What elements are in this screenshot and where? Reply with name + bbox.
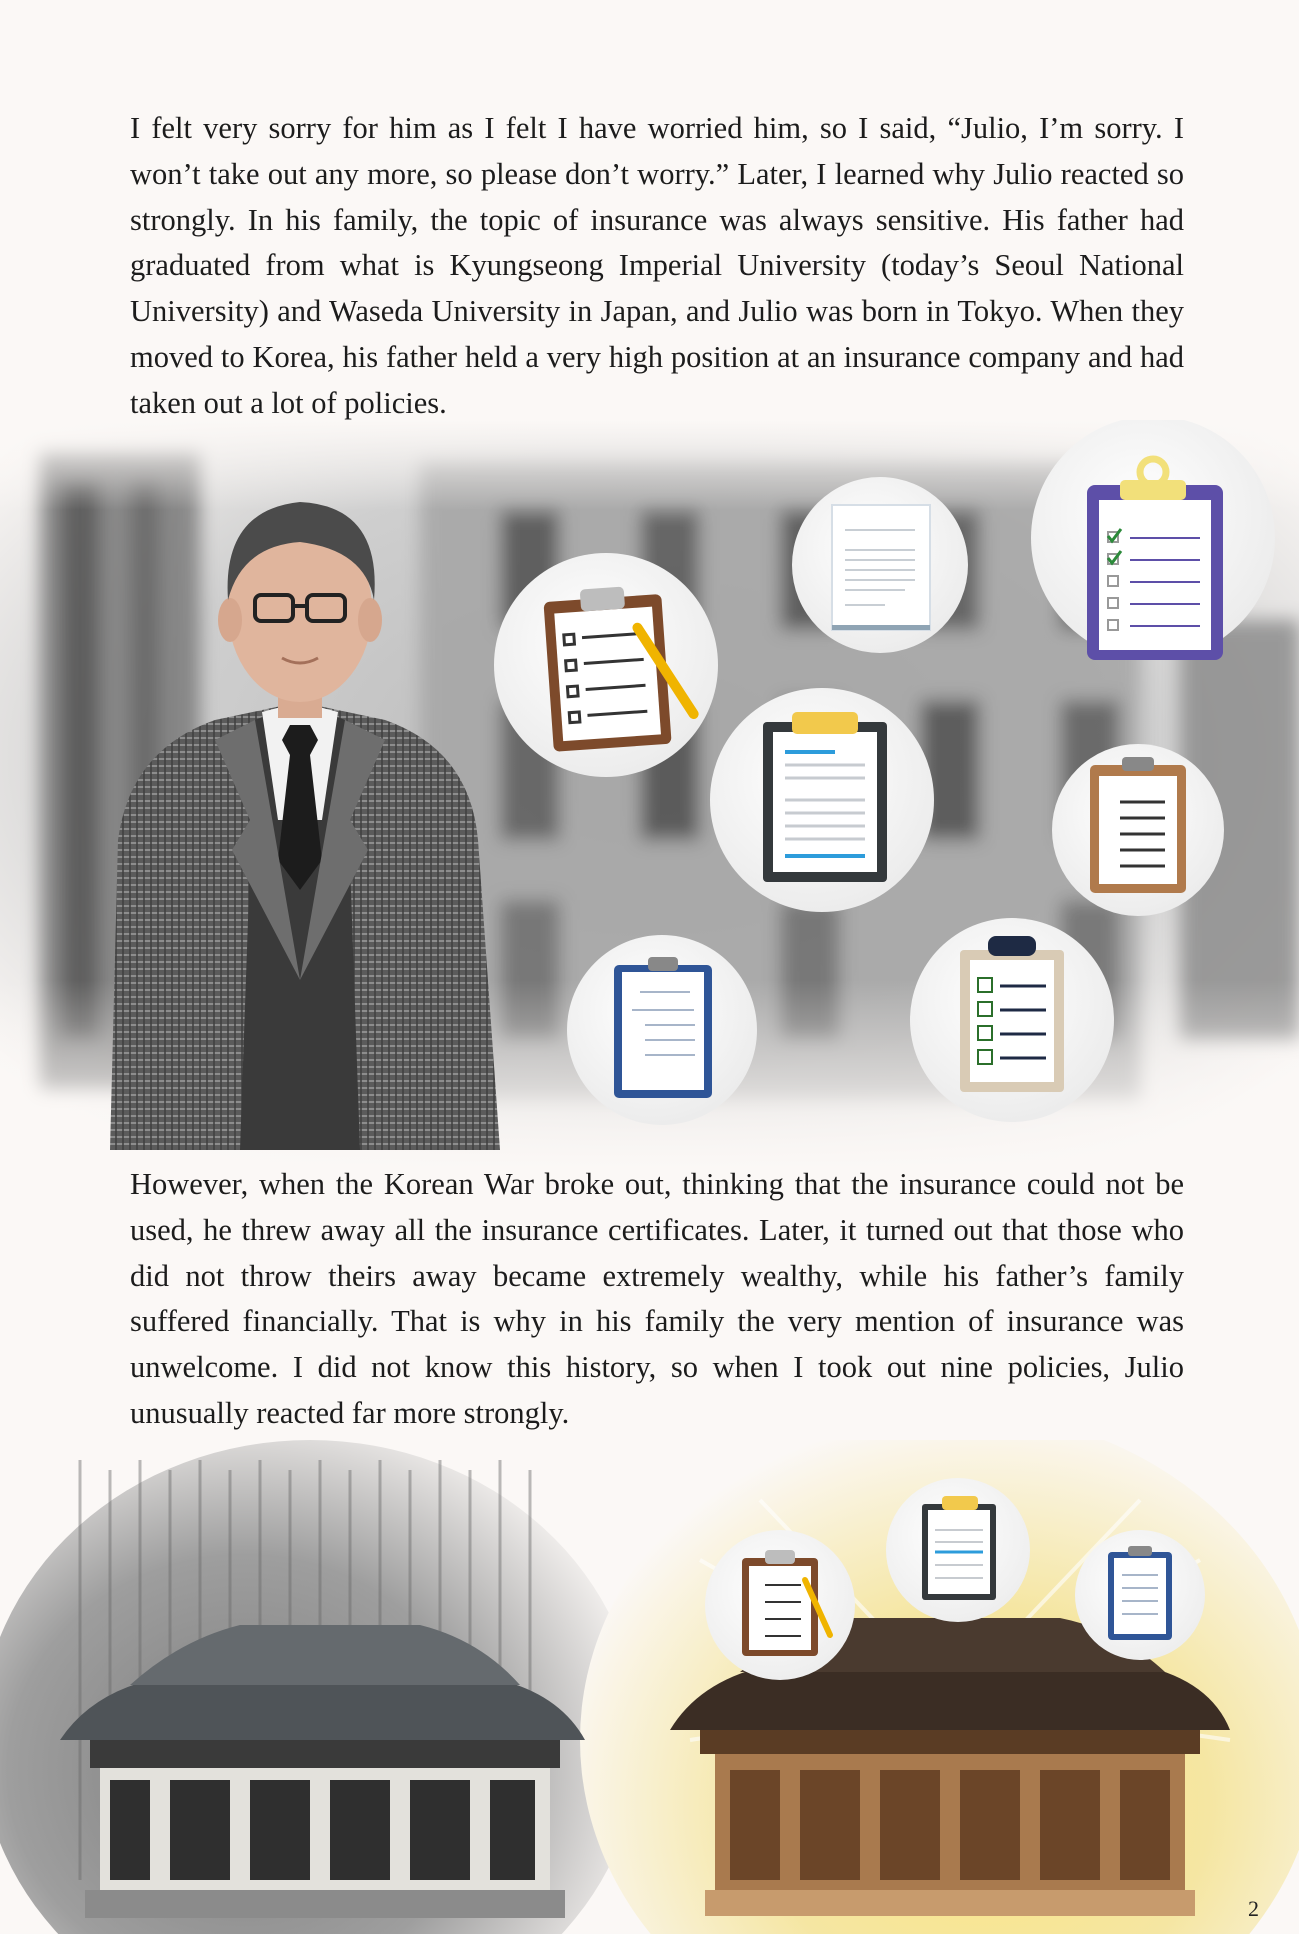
document-icon — [792, 477, 968, 653]
brown-clipboard-icon — [1052, 744, 1224, 916]
paragraph-2: However, when the Korean War broke out, thinking that the insurance could not be used, he threw away all the insurance certificates. Later, it turned out that those who did not throw theirs away became extremely wealthy, while his father’s family suffered financially. That is why in his family the very mention of insurance was unwelcome. I did not know this history, so when I took out nine policies, Julio unusually reacted far more strongly. — [130, 1167, 1184, 1430]
clipboard-form-icon — [710, 688, 934, 912]
illustration-father-insurance — [0, 420, 1299, 1170]
blue-clipboard-icon — [1075, 1530, 1205, 1660]
clipboard-icon — [494, 553, 718, 777]
checklist-icon — [1031, 420, 1275, 660]
illustration-two-houses — [0, 1440, 1299, 1934]
document-icon — [886, 1478, 1030, 1622]
paragraph-1: I felt very sorry for him as I felt I have worried him, so I said, “Julio, I’m sorry. I won’t take out any more, so please don’t worry.” Later, I learned why Julio reacted so strongly. In his family, the topic of insurance was always sensitive. His father had graduated from what is Kyungseong Imperial University (today’s Seoul National University) and Waseda University in Japan, and Julio was born in Tokyo. When they moved to Korea, his father held a very high position at an insurance company and had taken out a lot of policies. — [130, 111, 1184, 420]
tall-checklist-icon — [910, 918, 1114, 1122]
page-number: 2 — [1248, 1896, 1259, 1921]
clipboard-icon — [705, 1530, 855, 1680]
blue-clipboard-icon — [567, 935, 757, 1125]
